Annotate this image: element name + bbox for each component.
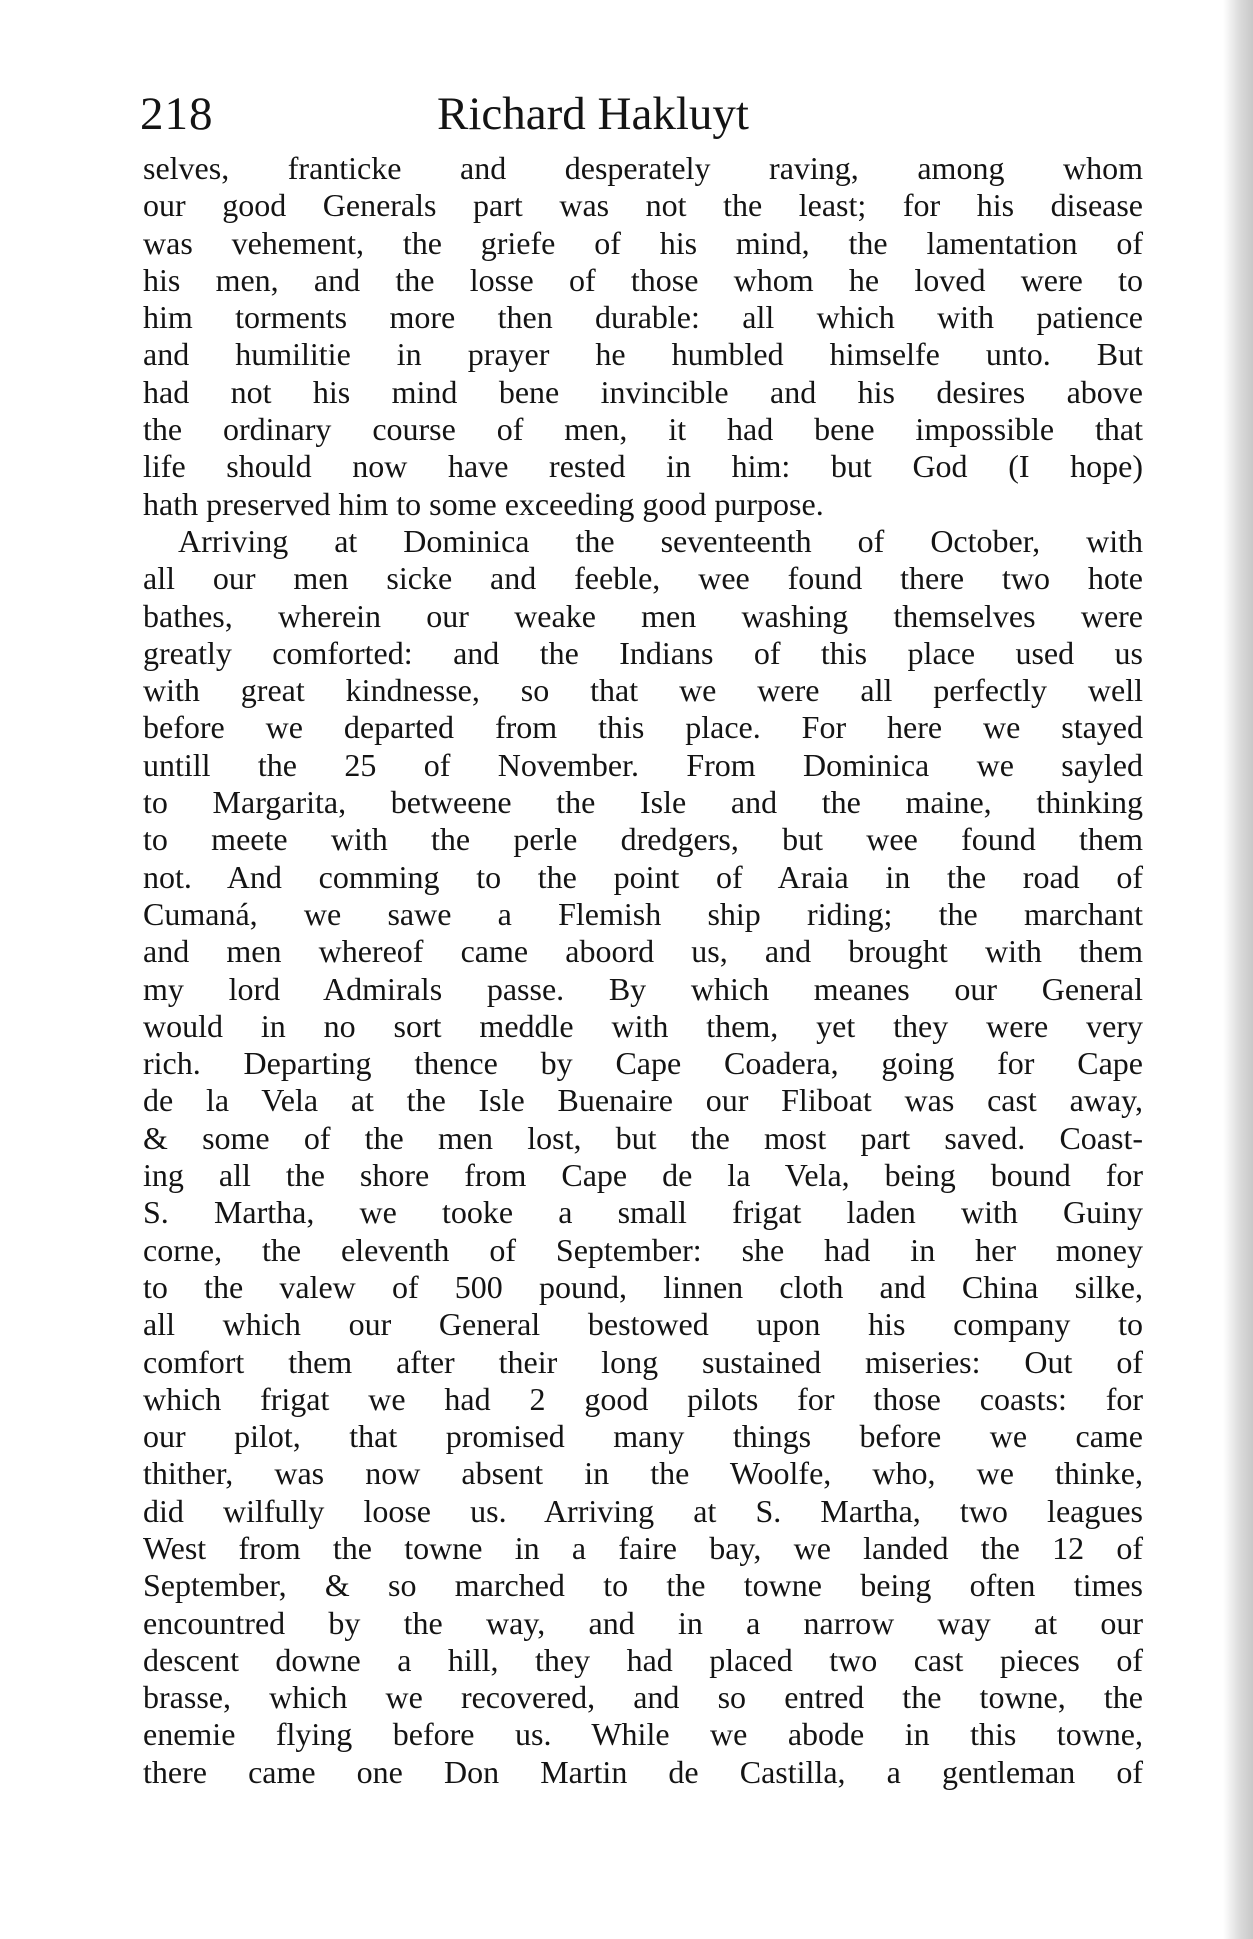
text-line: the ordinary course of men, it had bene impossible that	[143, 411, 1143, 448]
text-line: enemie flying before us. While we abode in this towne,	[143, 1716, 1143, 1753]
text-line: S. Martha, we tooke a small frigat laden with Guiny	[143, 1194, 1143, 1231]
text-line: untill the 25 of November. From Dominica we sayled	[143, 746, 1143, 783]
text-line: his men, and the losse of those whom he loved were to	[143, 261, 1143, 298]
text-line: descent downe a hill, they had placed two cast pieces of	[143, 1641, 1143, 1678]
text-line: my lord Admirals passe. By which meanes our General	[143, 970, 1143, 1007]
text-line: before we departed from this place. For here we stayed	[143, 709, 1143, 746]
text-line: and men whereof came aboord us, and brought with them	[143, 933, 1143, 970]
page-header	[140, 84, 1150, 144]
text-line: not. And comming to the point of Araia in the road of	[143, 858, 1143, 895]
text-line: was vehement, the griefe of his mind, the lamentation of	[143, 224, 1143, 261]
text-line: our pilot, that promised many things before we came	[143, 1418, 1143, 1455]
text-line: de la Vela at the Isle Buenaire our Fliboat was cast away,	[143, 1082, 1143, 1119]
body-text	[143, 150, 1143, 1791]
text-line: to Margarita, betweene the Isle and the maine, thinking	[143, 784, 1143, 821]
text-line: Cumaná, we sawe a Flemish ship riding; the marchant	[143, 895, 1143, 932]
text-line: had not his mind bene invincible and his desires above	[143, 373, 1143, 410]
text-line: brasse, which we recovered, and so entred the towne, the	[143, 1679, 1143, 1716]
text-line: all our men sicke and feeble, wee found there two hote	[143, 560, 1143, 597]
running-title: Richard Hakluyt	[437, 88, 749, 140]
text-line: with great kindnesse, so that we were all perfectly well	[143, 672, 1143, 709]
text-line: rich. Departing thence by Cape Coadera, going for Cape	[143, 1045, 1143, 1082]
text-line: to the valew of 500 pound, linnen cloth and China silke,	[143, 1268, 1143, 1305]
page-number: 218	[140, 88, 214, 140]
text-line: him torments more then durable: all which with patience	[143, 299, 1143, 336]
text-line: and humilitie in prayer he humbled himselfe unto. But	[143, 336, 1143, 373]
text-line: there came one Don Martin de Castilla, a gentleman of	[143, 1753, 1143, 1790]
text-line: ing all the shore from Cape de la Vela, being bound for	[143, 1157, 1143, 1194]
text-line: comfort them after their long sustained miseries: Out of	[143, 1343, 1143, 1380]
text-line: which frigat we had 2 good pilots for those coasts: for	[143, 1380, 1143, 1417]
text-line: September, & so marched to the towne being often times	[143, 1567, 1143, 1604]
text-line: encountred by the way, and in a narrow way at our	[143, 1604, 1143, 1641]
text-line: would in no sort meddle with them, yet they were very	[143, 1007, 1143, 1044]
text-line: & some of the men lost, but the most part saved. Coast-	[143, 1119, 1143, 1156]
text-line: West from the towne in a faire bay, we landed the 12 of	[143, 1529, 1143, 1566]
text-line: corne, the eleventh of September: she had in her money	[143, 1231, 1143, 1268]
text-line: life should now have rested in him: but God (I hope)	[143, 448, 1143, 485]
paragraph-start-line: Arriving at Dominica the seventeenth of October, with	[178, 522, 1143, 559]
page-edge-shadow	[1223, 0, 1253, 1939]
text-line: all which our General bestowed upon his company to	[143, 1306, 1143, 1343]
paragraph-end-line: hath preserved him to some exceeding good purpose.	[143, 485, 824, 522]
text-line: to meete with the perle dredgers, but wee found them	[143, 821, 1143, 858]
text-line: bathes, wherein our weake men washing themselves were	[143, 597, 1143, 634]
text-line: thither, was now absent in the Woolfe, who, we thinke,	[143, 1455, 1143, 1492]
text-line: selves, franticke and desperately raving, among whom	[143, 150, 1143, 186]
text-line: did wilfully loose us. Arriving at S. Martha, two leagues	[143, 1492, 1143, 1529]
text-line: our good Generals part was not the least; for his disease	[143, 187, 1143, 224]
text-line: greatly comforted: and the Indians of this place used us	[143, 634, 1143, 671]
